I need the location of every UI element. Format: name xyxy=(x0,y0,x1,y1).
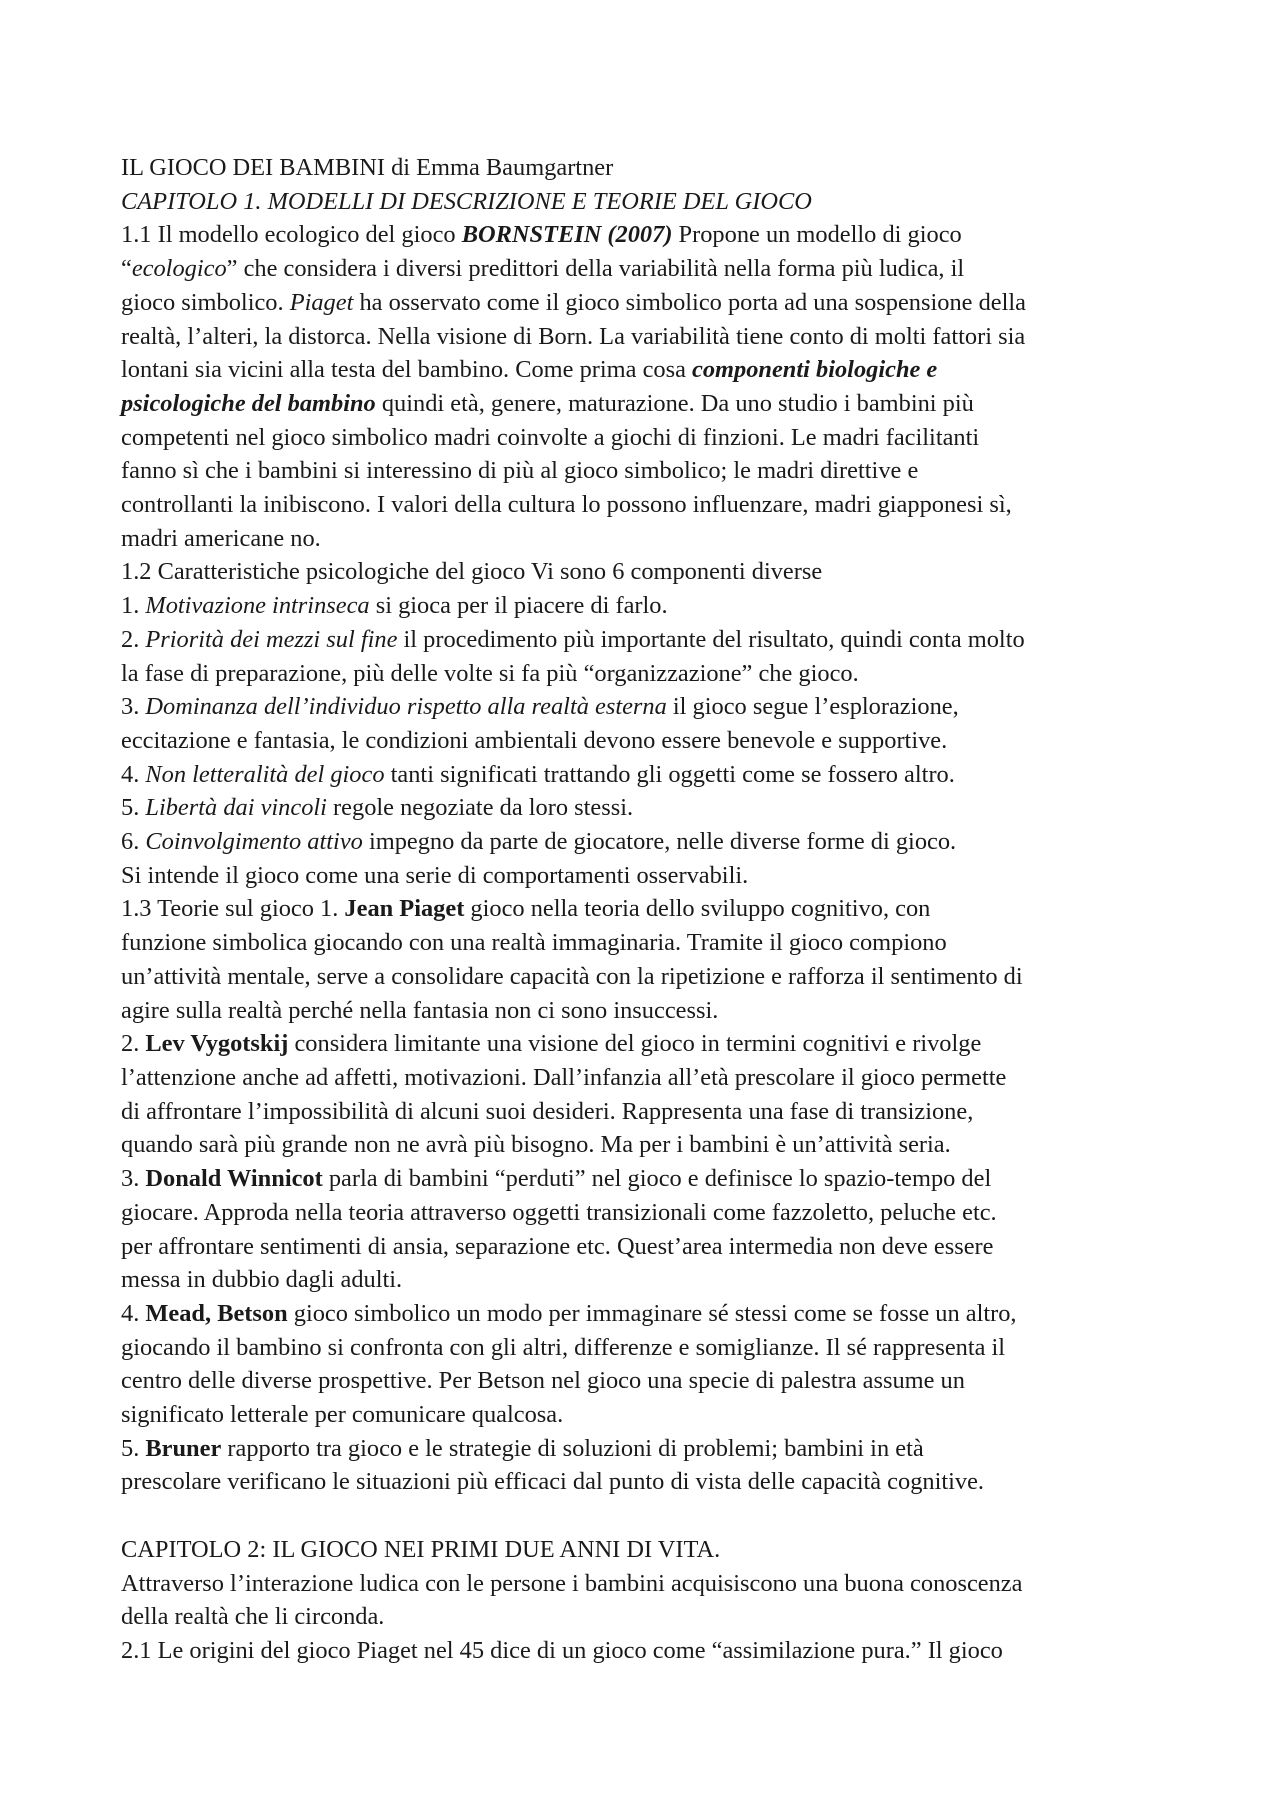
text-run: della realtà che li circonda. xyxy=(121,1603,385,1631)
text-line xyxy=(121,286,1171,320)
text-line xyxy=(121,421,1171,455)
text-line xyxy=(121,926,1171,960)
text-run: per affrontare sentimenti di ansia, separazione etc. Quest’area intermedia non deve essere xyxy=(121,1232,994,1260)
text-line xyxy=(121,522,1171,556)
text-line xyxy=(121,320,1171,354)
text-run: quando sarà più grande non ne avrà più bisogno. Ma per i bambini è un’attività seria. xyxy=(121,1131,951,1159)
emphasis-text: psicologiche del bambino xyxy=(121,389,376,417)
emphasis-text: CAPITOLO 1. MODELLI DI DESCRIZIONE E TEORIE DEL GIOCO xyxy=(121,187,812,215)
list-item xyxy=(121,690,1171,724)
text-line xyxy=(121,1263,1171,1297)
emphasis-text: ecologico xyxy=(131,255,227,283)
text-run: IL GIOCO DEI BAMBINI di Emma Baumgartner xyxy=(121,154,614,181)
text-run: fanno sì che i bambini si interessino di più al gioco simbolico; le madri direttive e xyxy=(121,457,919,485)
text-run: 1.2 Caratteristiche psicologiche del gioco Vi sono 6 componenti diverse xyxy=(121,558,823,586)
text-run: ” che considera i diversi predittori della variabilità nella forma più ludica, il xyxy=(226,255,965,283)
section-2-1 xyxy=(121,1634,1171,1668)
section-1-1 xyxy=(121,218,1171,252)
section-1-3 xyxy=(121,892,1171,926)
text-run: un’attività mentale, serve a consolidare capacità con la ripetizione e rafforza il sentimento di xyxy=(121,962,1023,990)
list-item xyxy=(121,623,1171,657)
text-run: il procedimento più importante del risultato, quindi conta molto xyxy=(397,625,1025,653)
section-1-2 xyxy=(121,555,1171,589)
text-run: 5. xyxy=(121,1434,146,1462)
text-line xyxy=(121,859,1171,893)
text-run: considera limitante una visione del gioco in termini cognitivi e rivolge xyxy=(288,1030,982,1058)
emphasis-text: Coinvolgimento attivo xyxy=(145,828,363,856)
list-item xyxy=(121,1297,1171,1331)
text-run: ha osservato come il gioco simbolico porta ad una sospensione della xyxy=(353,288,1026,316)
text-run: l’attenzione anche ad affetti, motivazioni. Dall’infanzia all’età prescolare il gioco permette xyxy=(121,1063,1007,1091)
list-item xyxy=(121,758,1171,792)
text-run: la fase di preparazione, più delle volte si fa più “organizzazione” che gioco. xyxy=(121,659,859,687)
text-run: 4. xyxy=(121,1299,146,1327)
text-run: 4. xyxy=(121,760,146,788)
emphasis-text: Mead, Betson xyxy=(145,1299,288,1327)
emphasis-text: Jean Piaget xyxy=(344,895,465,923)
list-item xyxy=(121,1432,1171,1466)
text-run: gioco nella teoria dello sviluppo cognitivo, con xyxy=(464,895,931,923)
text-run: funzione simbolica giocando con una realtà immaginaria. Tramite il gioco compiono xyxy=(121,929,947,957)
text-run: lontani sia vicini alla testa del bambino. Come prima cosa xyxy=(121,356,693,384)
text-run: controllanti la inibiscono. I valori della cultura lo possono influenzare, madri giapponesi sì, xyxy=(121,491,1012,519)
chapter-2-heading xyxy=(121,1533,1171,1567)
text-run: eccitazione e fantasia, le condizioni ambientali devono essere benevole e supportive. xyxy=(121,726,948,754)
emphasis-text: Motivazione intrinseca xyxy=(145,592,370,620)
text-run: regole negoziate da loro stessi. xyxy=(326,794,634,822)
text-line xyxy=(121,724,1171,758)
text-line xyxy=(121,1567,1171,1601)
text-run: gioco simbolico. xyxy=(121,288,290,316)
text-run: Attraverso l’interazione ludica con le persone i bambini acquisiscono una buona conoscenza xyxy=(121,1569,1023,1597)
text-run: 5. xyxy=(121,794,146,822)
text-run: quindi età, genere, maturazione. Da uno studio i bambini più xyxy=(375,389,974,417)
list-item xyxy=(121,589,1171,623)
text-run: di affrontare l’impossibilità di alcuni suoi desideri. Rappresenta una fase di transizione, xyxy=(121,1097,974,1125)
text-line xyxy=(121,657,1171,691)
text-run: CAPITOLO 2: IL GIOCO NEI PRIMI DUE ANNI DI VITA. xyxy=(121,1535,721,1563)
text-line xyxy=(121,1196,1171,1230)
text-line xyxy=(121,252,1171,286)
emphasis-text: Priorità dei mezzi sul fine xyxy=(145,625,398,653)
text-line xyxy=(121,1364,1171,1398)
list-item xyxy=(121,825,1171,859)
emphasis-text: Bruner xyxy=(145,1434,222,1462)
text-line xyxy=(121,1095,1171,1129)
text-run: 2. xyxy=(121,1030,146,1058)
list-item xyxy=(121,791,1171,825)
emphasis-text: BORNSTEIN (2007) xyxy=(461,221,673,249)
text-line xyxy=(121,1061,1171,1095)
text-line xyxy=(121,1331,1171,1365)
text-line xyxy=(121,960,1171,994)
emphasis-text: Donald Winnicot xyxy=(145,1165,323,1193)
text-run: agire sulla realtà perché nella fantasia non ci sono insuccessi. xyxy=(121,996,719,1024)
text-run: gioco simbolico un modo per immaginare sé stessi come se fosse un altro, xyxy=(287,1299,1017,1327)
text-line xyxy=(121,1465,1171,1499)
text-run: Propone un modello di gioco xyxy=(672,221,962,249)
text-run: 2.1 Le origini del gioco Piaget nel 45 dice di un gioco come “assimilazione pura.” Il gioco xyxy=(121,1636,1003,1664)
emphasis-text: componenti biologiche e xyxy=(692,356,938,384)
text-run: 3. xyxy=(121,1165,146,1193)
text-run: competenti nel gioco simbolico madri coinvolte a giochi di finzioni. Le madri facilitanti xyxy=(121,423,980,451)
text-run: 3. xyxy=(121,693,146,721)
text-run: Si intende il gioco come una serie di comportamenti osservabili. xyxy=(121,861,749,889)
text-line xyxy=(121,1230,1171,1264)
text-run: realtà, l’alteri, la distorca. Nella visione di Born. La variabilità tiene conto di molti fattori sia xyxy=(121,322,1026,350)
emphasis-text: Dominanza dell’individuo rispetto alla realtà esterna xyxy=(145,693,667,721)
text-run: centro delle diverse prospettive. Per Betson nel gioco una specie di palestra assume un xyxy=(121,1367,965,1395)
text-run: giocare. Approda nella teoria attraverso oggetti transizionali come fazzoletto, peluche etc. xyxy=(121,1198,997,1226)
document-page xyxy=(121,151,1171,1668)
emphasis-text: Non letteralità del gioco xyxy=(145,760,385,788)
text-run: 1. xyxy=(121,592,146,620)
text-run: significato letterale per comunicare qualcosa. xyxy=(121,1401,564,1429)
text-run: impegno da parte de giocatore, nelle diverse forme di gioco. xyxy=(362,828,957,856)
text-line xyxy=(121,1128,1171,1162)
text-run: 1.1 Il modello ecologico del gioco xyxy=(121,221,462,249)
text-run: rapporto tra gioco e le strategie di soluzioni di problemi; bambini in età xyxy=(221,1434,924,1462)
emphasis-text: Libertà dai vincoli xyxy=(145,794,327,822)
text-line xyxy=(121,387,1171,421)
text-run: prescolare verificano le situazioni più efficaci dal punto di vista delle capacità cognitive. xyxy=(121,1468,985,1496)
text-line xyxy=(121,353,1171,387)
text-run: si gioca per il piacere di farlo. xyxy=(369,592,668,620)
text-line xyxy=(121,454,1171,488)
text-run: 2. xyxy=(121,625,146,653)
text-run: 1.3 Teorie sul gioco 1. xyxy=(121,895,345,923)
text-line xyxy=(121,1600,1171,1634)
text-run: giocando il bambino si confronta con gli altri, differenze e somiglianze. Il sé rappresenta il xyxy=(121,1333,1006,1361)
text-run: il gioco segue l’esplorazione, xyxy=(666,693,959,721)
text-run: 6. xyxy=(121,828,146,856)
emphasis-text: Lev Vygotskij xyxy=(145,1030,289,1058)
text-run: madri americane no. xyxy=(121,524,321,552)
chapter-1-heading xyxy=(121,185,1171,219)
blank xyxy=(121,1499,1171,1533)
text-run: parla di bambini “perduti” nel gioco e definisce lo spazio-tempo del xyxy=(322,1165,992,1193)
text-line xyxy=(121,488,1171,522)
text-run: “ xyxy=(121,255,132,283)
title xyxy=(121,151,1171,185)
text-run: tanti significati trattando gli oggetti come se fossero altro. xyxy=(384,760,955,788)
list-item xyxy=(121,1027,1171,1061)
text-line xyxy=(121,1398,1171,1432)
emphasis-text: Piaget xyxy=(289,288,354,316)
list-item xyxy=(121,1162,1171,1196)
text-run: messa in dubbio dagli adulti. xyxy=(121,1266,403,1294)
text-line xyxy=(121,994,1171,1028)
